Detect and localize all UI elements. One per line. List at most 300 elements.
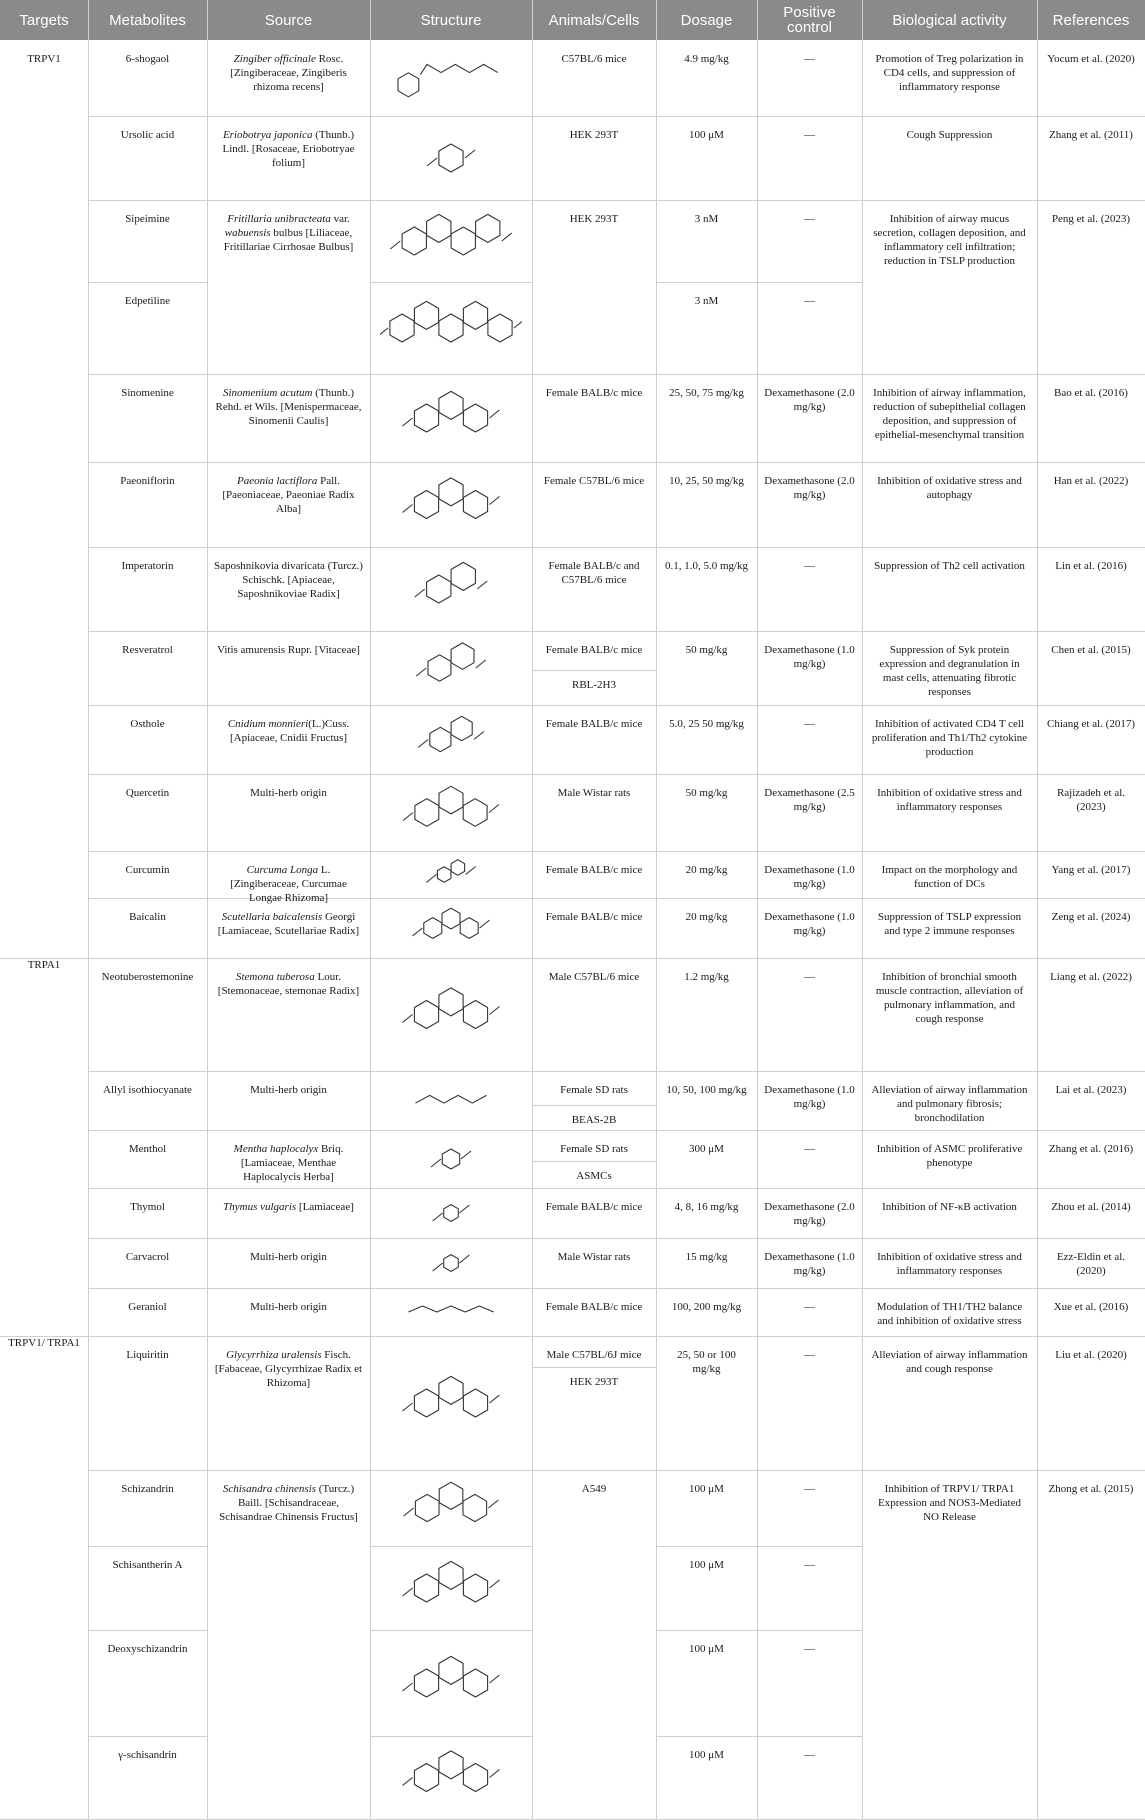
biological-activity: Inhibition of NF-κB activation — [882, 1201, 1017, 1213]
positive-control: Dexamethasone (1.0 mg/kg) — [764, 644, 855, 670]
row-divider — [656, 547, 862, 548]
source-text — [213, 474, 364, 516]
animals-cells: Female BALB/c mice — [545, 644, 643, 656]
row-divider — [862, 547, 1145, 548]
positive-control: — — [804, 560, 815, 572]
biological-activity: Suppression of TSLP expression and type 2 immune responses — [877, 911, 1022, 937]
source-text — [213, 386, 364, 428]
dosage: 3 nM — [694, 295, 719, 307]
row-divider — [88, 1546, 207, 1547]
positive-control: — — [804, 1749, 815, 1761]
row-divider — [207, 116, 370, 117]
animals-cells: Female BALB/c mice — [545, 911, 643, 923]
row-divider — [656, 116, 862, 117]
reference: Chen et al. (2015) — [1051, 644, 1131, 656]
row-divider — [862, 462, 1145, 463]
reference: Xue et al. (2016) — [1053, 1301, 1129, 1313]
animals-cells: C57BL/6 mice — [561, 53, 627, 65]
row-divider — [532, 547, 656, 548]
row-divider — [532, 116, 656, 117]
row-divider — [532, 1288, 656, 1289]
row-divider — [88, 1238, 207, 1239]
source-detail: Lour. [Stemonaceae, stemonae Radix] — [217, 971, 360, 997]
structure-drawing — [380, 1474, 522, 1542]
row-divider — [862, 851, 1145, 852]
header-targets: Targets — [19, 11, 69, 29]
row-divider — [370, 1188, 532, 1189]
row-divider — [370, 547, 532, 548]
structure-drawing — [380, 1740, 522, 1815]
metabolite-name: Sinomenine — [121, 387, 174, 399]
column-divider — [862, 0, 863, 1819]
row-divider — [370, 1071, 532, 1072]
row-divider — [532, 1161, 656, 1162]
structure-drawing — [380, 1075, 522, 1126]
positive-control: — — [804, 1301, 815, 1313]
positive-control: Dexamethasone (1.0 mg/kg) — [764, 1251, 855, 1277]
positive-control: — — [804, 53, 815, 65]
metabolite-name: Resveratrol — [122, 644, 173, 656]
row-divider — [656, 851, 862, 852]
source-text — [213, 1482, 364, 1524]
source-species: Paeonia lactiflora — [237, 475, 318, 487]
source-species: Eriobotrya japonica — [222, 129, 313, 141]
row-divider — [207, 1336, 370, 1337]
row-divider — [532, 1238, 656, 1239]
row-divider — [656, 774, 862, 775]
reference: Ezz-Eldin et al. (2020) — [1056, 1251, 1126, 1277]
row-divider — [862, 958, 1145, 959]
group-label-trpv1-trpa1: TRPV1/ TRPA1 — [8, 1337, 80, 1349]
row-divider — [88, 547, 207, 548]
source-detail: Vitis amurensis Rupr. [Vitaceae] — [217, 644, 360, 656]
source-detail: (Turcz.) Baill. [Schisandraceae, Schisandrae Chinensis Fructus] — [219, 1483, 358, 1523]
dosage: 15 mg/kg — [685, 1251, 728, 1263]
row-divider — [88, 1130, 207, 1131]
source-text — [213, 1300, 364, 1314]
row-divider — [88, 1188, 207, 1189]
row-divider — [207, 631, 370, 632]
row-divider — [656, 1630, 862, 1631]
source-detail: (L.)Cuss. [Apiaceae, Cnidii Fructus] — [230, 718, 350, 744]
row-divider — [370, 1470, 532, 1471]
source-detail: Saposhnikovia divaricata (Turcz.) Schischk. [Apiaceae, Saposhnikoviae Radix] — [214, 560, 363, 600]
source-text — [213, 643, 364, 657]
row-divider — [532, 670, 656, 671]
metabolite-name: Edpetiline — [124, 295, 171, 307]
dosage: 10, 25, 50 mg/kg — [669, 475, 744, 487]
row-divider — [370, 851, 532, 852]
animals-cells: Male C57BL/6 mice — [548, 971, 640, 983]
biological-activity: Suppression of Syk protein expression and degranulation in mast cells, attenuating fibrotic responses — [879, 644, 1020, 698]
row-divider — [532, 631, 656, 632]
reference: Peng et al. (2023) — [1051, 213, 1131, 225]
reference: Zhou et al. (2014) — [1051, 1201, 1131, 1213]
header-metabolites: Metabolites — [109, 11, 186, 29]
row-divider — [532, 462, 656, 463]
source-text — [213, 786, 364, 800]
row-divider — [88, 1071, 207, 1072]
source-text — [213, 717, 364, 745]
source-text — [213, 910, 364, 938]
biological-activity: Inhibition of TRPV1/ TRPA1 Expression and NOS3-Mediated NO Release — [878, 1483, 1021, 1523]
metabolite-name: Deoxyschizandrin — [107, 1643, 188, 1655]
row-divider — [88, 462, 207, 463]
row-divider — [532, 774, 656, 775]
group-label-trpa1: TRPA1 — [27, 959, 61, 971]
source-text — [213, 1083, 364, 1097]
dosage: 100 μM — [689, 1559, 724, 1571]
structure-drawing — [380, 204, 522, 278]
source-detail: Multi-herb origin — [250, 1251, 327, 1263]
source-detail: Briq. [Lamiaceae, Menthae Haplocalycis Herba] — [240, 1143, 344, 1183]
row-divider — [370, 774, 532, 775]
source-text — [213, 1348, 364, 1390]
row-divider — [207, 547, 370, 548]
row-divider — [88, 282, 207, 283]
reference: Lai et al. (2023) — [1055, 1084, 1127, 1096]
biological-activity: Inhibition of oxidative stress and autophagy — [877, 475, 1022, 501]
header-source: Source — [264, 11, 313, 29]
row-divider — [370, 1238, 532, 1239]
dosage: 100 μM — [689, 1749, 724, 1761]
biological-activity: Inhibition of bronchial smooth muscle contraction, alleviation of pulmonary inflammation, and cough response — [875, 971, 1024, 1025]
structure-drawing — [380, 962, 522, 1067]
source-detail-2: bulbus [Liliaceae, Fritillariae Cirrhosae Bulbus] — [223, 227, 354, 253]
source-species: Stemona tuberosa — [235, 971, 315, 983]
reference: Lin et al. (2016) — [1055, 560, 1127, 572]
biological-activity: Promotion of Treg polarization in CD4 cells, and suppression of inflammatory response — [875, 53, 1024, 93]
metabolite-name: Quercetin — [125, 787, 170, 799]
structure-drawing — [380, 1192, 522, 1234]
positive-control: Dexamethasone (1.0 mg/kg) — [764, 1084, 855, 1110]
biological-activity: Inhibition of ASMC proliferative phenotype — [876, 1143, 1023, 1169]
row-divider — [88, 958, 207, 959]
positive-control: — — [804, 295, 815, 307]
dosage: 5.0, 25 50 mg/kg — [669, 718, 744, 730]
dosage: 100 μM — [689, 1483, 724, 1495]
row-divider — [370, 1546, 532, 1547]
row-divider — [862, 116, 1145, 117]
animals-cells: Male Wistar rats — [557, 787, 631, 799]
header-dosage: Dosage — [680, 11, 733, 29]
source-detail: Georgi [Lamiaceae, Scutellariae Radix] — [217, 911, 360, 937]
row-divider — [862, 1188, 1145, 1189]
source-variety: wabuensis — [224, 227, 271, 239]
animals-cells: A549 — [581, 1483, 607, 1495]
row-divider — [532, 1367, 656, 1368]
source-text — [213, 863, 364, 905]
row-divider — [207, 705, 370, 706]
metabolite-name: Imperatorin — [121, 560, 174, 572]
dosage: 3 nM — [694, 213, 719, 225]
animals-cells-secondary: ASMCs — [576, 1170, 612, 1182]
dosage: 50 mg/kg — [685, 787, 728, 799]
dosage: 100 μM — [689, 129, 724, 141]
row-divider — [88, 705, 207, 706]
row-divider — [370, 1630, 532, 1631]
source-detail: [Lamiaceae] — [296, 1201, 354, 1213]
animals-cells: Female SD rats — [560, 1143, 628, 1155]
positive-control: — — [804, 718, 815, 730]
row-divider — [370, 116, 532, 117]
structure-drawing — [380, 902, 522, 954]
row-divider — [656, 1546, 862, 1547]
metabolite-name: Curcumin — [125, 864, 170, 876]
row-divider — [532, 1188, 656, 1189]
row-divider — [88, 898, 207, 899]
positive-control: — — [804, 1483, 815, 1495]
row-divider — [656, 200, 862, 201]
row-divider — [862, 774, 1145, 775]
group-label-trpv1: TRPV1 — [27, 53, 61, 65]
header-biological-activity: Biological activity — [892, 11, 1007, 29]
biological-activity: Suppression of Th2 cell activation — [874, 560, 1025, 572]
animals-cells: Female BALB/c mice — [545, 864, 643, 876]
positive-control: — — [804, 1143, 815, 1155]
structure-drawing — [380, 1550, 522, 1626]
source-detail: Multi-herb origin — [250, 1084, 327, 1096]
row-divider — [88, 116, 207, 117]
source-detail: Fisch. [Fabaceae, Glycyrrhizae Radix et Rhizoma] — [214, 1349, 363, 1389]
source-text — [213, 1200, 364, 1214]
metabolite-name: 6-shogaol — [125, 53, 170, 65]
row-divider — [656, 1336, 862, 1337]
dosage: 1.2 mg/kg — [684, 971, 729, 983]
animals-cells: HEK 293T — [569, 213, 619, 225]
metabolite-name: Paeoniflorin — [120, 475, 175, 487]
reference: Han et al. (2022) — [1053, 475, 1129, 487]
row-divider — [370, 374, 532, 375]
row-divider — [370, 1336, 532, 1337]
animals-cells: HEK 293T — [569, 129, 619, 141]
source-detail: L. [Zingiberaceae, Curcumae Longae Rhizoma] — [230, 864, 347, 904]
metabolite-name: Sipeimine — [125, 213, 170, 225]
structure-drawing — [380, 855, 522, 894]
row-divider — [207, 1288, 370, 1289]
source-species: Sinomenium acutum — [222, 387, 313, 399]
header-positive-control: Positive control — [783, 4, 836, 36]
dosage: 100 μM — [689, 1643, 724, 1655]
source-species: Mentha haplocalyx — [233, 1143, 319, 1155]
animals-cells: Female BALB/c mice — [545, 718, 643, 730]
biological-activity: Impact on the morphology and function of DCs — [881, 864, 1018, 890]
source-detail: (Thunb.) Lindl. [Rosaceae, Eriobotryae folium] — [222, 129, 355, 169]
row-divider — [656, 1288, 862, 1289]
row-divider — [370, 1130, 532, 1131]
positive-control: Dexamethasone (2.0 mg/kg) — [764, 1201, 855, 1227]
row-divider — [862, 631, 1145, 632]
row-divider — [862, 898, 1145, 899]
reference: Liang et al. (2022) — [1050, 971, 1132, 983]
row-divider — [656, 1188, 862, 1189]
biological-activity: Inhibition of oxidative stress and inflammatory responses — [877, 1251, 1022, 1277]
column-divider — [1037, 0, 1038, 1819]
source-species: Glycyrrhiza uralensis — [226, 1349, 322, 1361]
row-divider — [656, 1071, 862, 1072]
dosage: 100, 200 mg/kg — [671, 1301, 742, 1313]
row-divider — [88, 631, 207, 632]
structure-drawing — [380, 120, 522, 196]
column-divider — [532, 0, 533, 1819]
row-divider — [207, 958, 370, 959]
row-divider — [370, 1288, 532, 1289]
animals-cells: Male C57BL/6J mice — [546, 1349, 642, 1361]
row-divider — [656, 631, 862, 632]
row-divider — [370, 1736, 532, 1737]
row-divider — [88, 1470, 207, 1471]
biological-activity: Inhibition of airway inflammation, reduction of subepithelial collagen deposition, and suppression of epithelial-mesenchymal transition — [873, 387, 1026, 441]
source-species: Schisandra chinensis — [222, 1483, 317, 1495]
dosage: 4, 8, 16 mg/kg — [674, 1201, 739, 1213]
source-text — [213, 128, 364, 170]
row-divider — [207, 462, 370, 463]
structure-drawing — [380, 635, 522, 701]
metabolite-name: Ursolic acid — [120, 129, 175, 141]
header-references: References — [1052, 11, 1130, 29]
structure-drawing — [380, 1340, 522, 1466]
structure-drawing — [380, 1134, 522, 1184]
dosage: 50 mg/kg — [685, 644, 728, 656]
animals-cells: Female C57BL/6 mice — [543, 475, 645, 487]
metabolite-name: Carvacrol — [125, 1251, 170, 1263]
row-divider — [532, 1336, 656, 1337]
animals-cells: Female BALB/c and C57BL/6 mice — [548, 560, 640, 586]
positive-control: — — [804, 971, 815, 983]
row-divider — [207, 774, 370, 775]
row-divider — [656, 1736, 862, 1737]
source-species: Zingiber officinale — [233, 53, 316, 65]
source-species: Thymus vulgaris — [223, 1201, 297, 1213]
column-divider — [207, 0, 208, 1819]
row-divider — [0, 1336, 88, 1337]
dosage: 20 mg/kg — [685, 911, 728, 923]
dosage: 300 μM — [689, 1143, 724, 1155]
source-text — [213, 559, 364, 601]
biological-activity: Inhibition of activated CD4 T cell proliferation and Th1/Th2 cytokine production — [871, 718, 1028, 758]
structure-drawing — [380, 44, 522, 112]
dosage: 10, 50, 100 mg/kg — [666, 1084, 747, 1096]
source-species: Curcuma Longa — [246, 864, 319, 876]
row-divider — [207, 1238, 370, 1239]
source-detail: (Thunb.) Rehd. et Wils. [Menispermaceae, Sinomenii Caulis] — [215, 387, 362, 427]
row-divider — [88, 200, 207, 201]
source-detail: Multi-herb origin — [250, 787, 327, 799]
animals-cells: Female BALB/c mice — [545, 1301, 643, 1313]
row-divider — [370, 705, 532, 706]
row-divider — [207, 374, 370, 375]
row-divider — [207, 851, 370, 852]
metabolite-name: Osthole — [130, 718, 165, 730]
positive-control: — — [804, 1643, 815, 1655]
animals-cells-secondary: HEK 293T — [569, 1376, 619, 1388]
positive-control: Dexamethasone (2.0 mg/kg) — [764, 387, 855, 413]
reference: Zhang et al. (2016) — [1048, 1143, 1134, 1155]
metabolite-name: Neotuberostemonine — [101, 971, 194, 983]
row-divider — [532, 705, 656, 706]
row-divider — [88, 1336, 207, 1337]
row-divider — [656, 705, 862, 706]
positive-control: — — [804, 1559, 815, 1571]
positive-control: Dexamethasone (1.0 mg/kg) — [764, 911, 855, 937]
source-detail: Rosc. [Zingiberaceae, Zingiberis rhizoma recens] — [230, 53, 347, 93]
positive-control: — — [804, 129, 815, 141]
metabolite-name: Menthol — [128, 1143, 167, 1155]
row-divider — [532, 851, 656, 852]
header-animals: Animals/Cells — [548, 11, 640, 29]
row-divider — [532, 1470, 656, 1471]
source-species: Fritillaria unibracteata — [227, 213, 331, 225]
row-divider — [88, 851, 207, 852]
structure-drawing — [380, 1292, 522, 1332]
row-divider — [656, 1238, 862, 1239]
row-divider — [862, 200, 1145, 201]
row-divider — [862, 705, 1145, 706]
animals-cells-secondary: BEAS-2B — [571, 1114, 617, 1126]
row-divider — [207, 1071, 370, 1072]
reference: Zhang et al. (2011) — [1049, 129, 1133, 141]
metabolite-name: Liquiritin — [126, 1349, 169, 1361]
metabolite-name: Geraniol — [128, 1301, 167, 1313]
row-divider — [532, 898, 656, 899]
row-divider — [656, 898, 862, 899]
positive-control: Dexamethasone (2.0 mg/kg) — [764, 475, 855, 501]
biological-activity: Cough Suppression — [906, 129, 993, 141]
structure-drawing — [380, 1242, 522, 1284]
row-divider — [532, 1105, 656, 1106]
biological-activity: Alleviation of airway inflammation and cough response — [871, 1349, 1028, 1375]
row-divider — [370, 898, 532, 899]
positive-control: — — [804, 1349, 815, 1361]
source-detail: Pall. [Paeoniaceae, Paeoniae Radix Alba] — [222, 475, 355, 515]
row-divider — [532, 1071, 656, 1072]
structure-drawing — [380, 286, 522, 370]
dosage: 25, 50, 75 mg/kg — [669, 387, 744, 399]
biological-activity: Alleviation of airway inflammation and pulmonary fibrosis; bronchodilation — [871, 1084, 1028, 1124]
reference: Liu et al. (2020) — [1055, 1349, 1127, 1361]
animals-cells: Female SD rats — [560, 1084, 628, 1096]
row-divider — [88, 1630, 207, 1631]
dosage: 25, 50 or 100 mg/kg — [677, 1349, 736, 1375]
source-species: Cnidium monnieri — [227, 718, 309, 730]
structure-drawing — [380, 709, 522, 770]
row-divider — [88, 374, 207, 375]
row-divider — [862, 1470, 1145, 1471]
metabolite-name: Baicalin — [129, 911, 166, 923]
source-text — [213, 212, 364, 254]
biological-activity: Inhibition of oxidative stress and inflammatory responses — [877, 787, 1022, 813]
positive-control: Dexamethasone (2.5 mg/kg) — [764, 787, 855, 813]
row-divider — [370, 462, 532, 463]
structure-drawing — [380, 466, 522, 543]
row-divider — [207, 1130, 370, 1131]
structure-drawing — [380, 778, 522, 847]
reference: Bao et al. (2016) — [1054, 387, 1128, 399]
reference: Rajizadeh et al. (2023) — [1056, 787, 1126, 813]
header-structure: Structure — [420, 11, 482, 29]
animals-cells: Male Wistar rats — [557, 1251, 631, 1263]
row-divider — [862, 1336, 1145, 1337]
source-detail: Multi-herb origin — [250, 1301, 327, 1313]
row-divider — [370, 631, 532, 632]
structure-drawing — [380, 1634, 522, 1732]
source-detail: var. — [330, 213, 350, 225]
positive-control: Dexamethasone (1.0 mg/kg) — [764, 864, 855, 890]
metabolite-name: Thymol — [130, 1201, 165, 1213]
dosage: 20 mg/kg — [685, 864, 728, 876]
row-divider — [532, 1130, 656, 1131]
row-divider — [656, 1470, 862, 1471]
